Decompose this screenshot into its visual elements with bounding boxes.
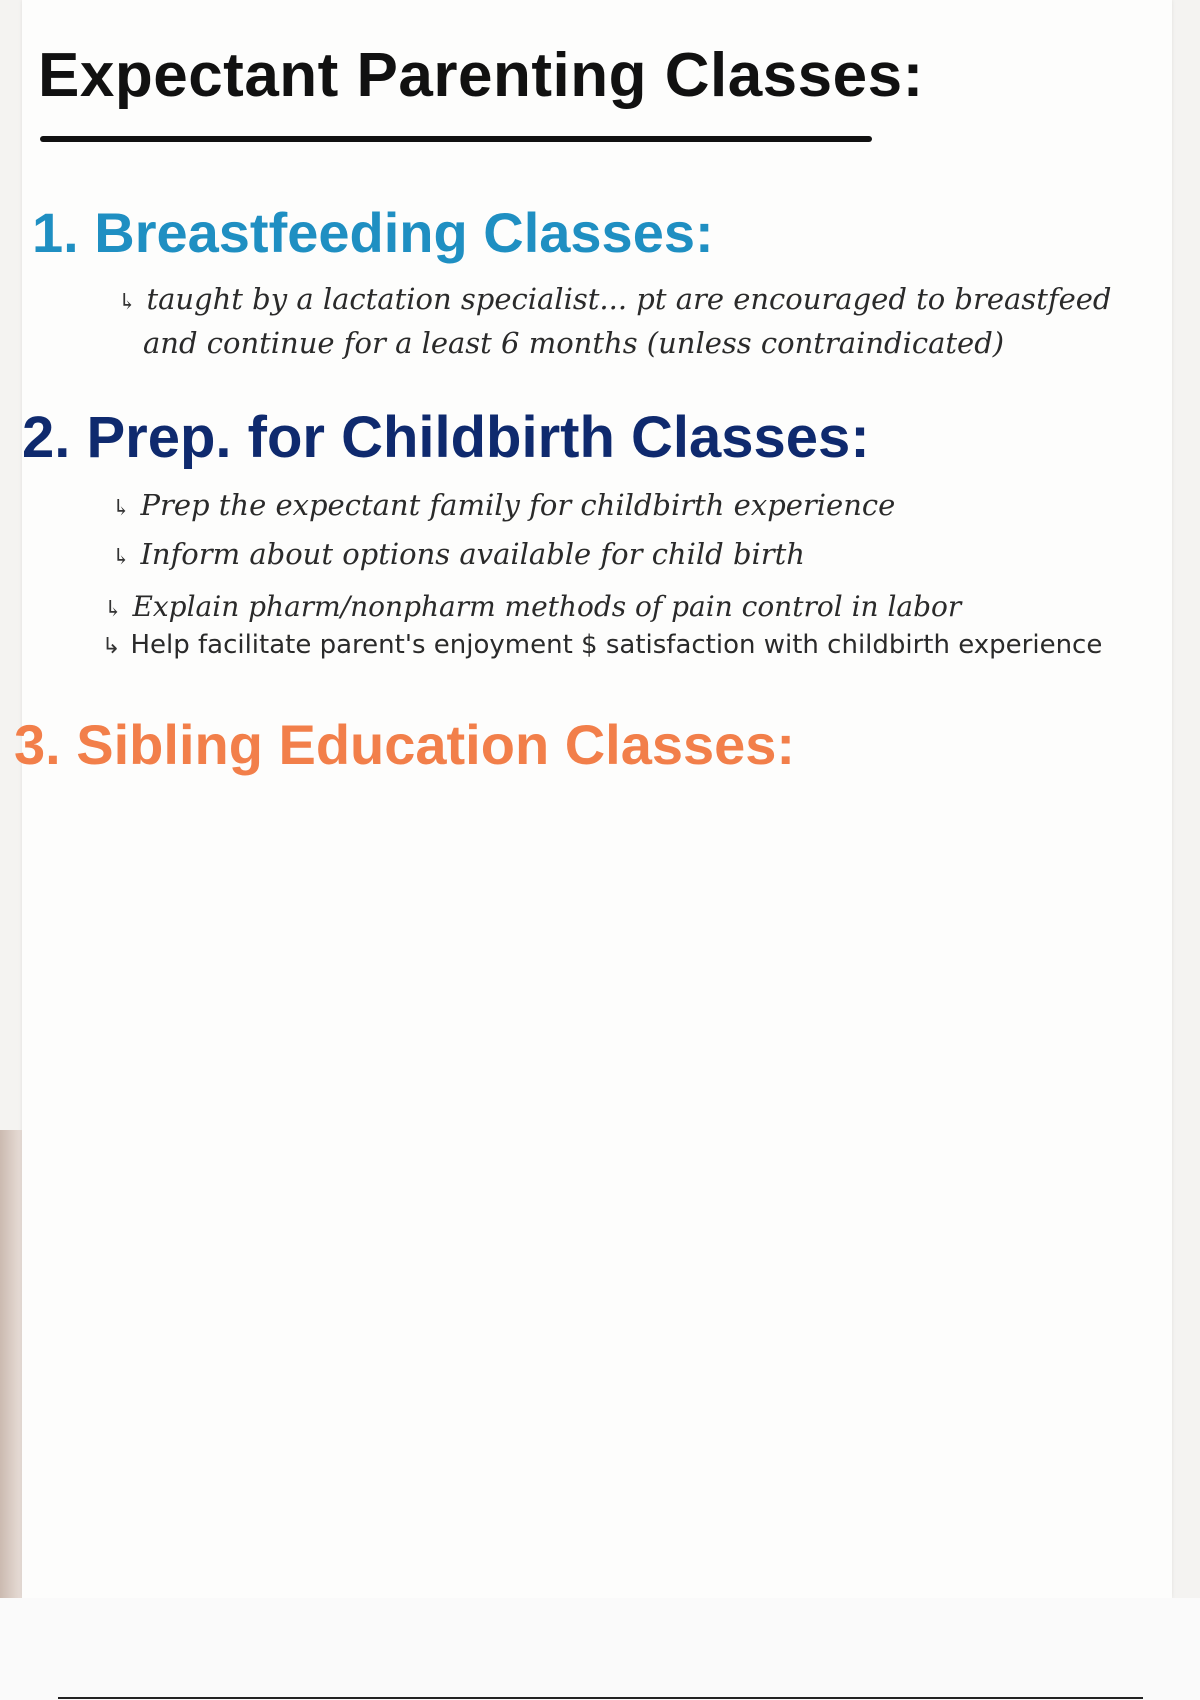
note-item-continuation (143, 326, 1004, 360)
bottom-divider (58, 1697, 1143, 1699)
note-text: and continue for a least 6 months (unless contraindicated) (143, 326, 1005, 360)
arrow-return-icon: ↳ (118, 290, 137, 315)
note-text: Inform about options available for child birth (140, 537, 805, 571)
note-item (112, 537, 805, 571)
note-text: Help facilitate parent's enjoyment $ satisfaction with childbirth experience (130, 630, 1103, 660)
note-item (112, 488, 895, 522)
note-item (118, 282, 1111, 316)
note-item (102, 630, 1102, 660)
arrow-return-icon: ↳ (112, 496, 131, 521)
page-title: Expectant Parenting Classes: (38, 41, 924, 110)
note-text: Prep the expectant family for childbirth experience (140, 488, 896, 522)
section-heading-sibling: 3. Sibling Education Classes: (14, 713, 796, 776)
title-underline (40, 136, 872, 142)
page-bottom-margin (0, 1598, 1200, 1700)
arrow-return-icon: ↳ (102, 634, 121, 659)
section-heading-breastfeeding: 1. Breastfeeding Classes: (32, 201, 714, 264)
arrow-return-icon: ↳ (104, 597, 123, 622)
section-heading-childbirth: 2. Prep. for Childbirth Classes: (22, 405, 870, 470)
table-edge (0, 1130, 22, 1600)
note-text: taught by a lactation specialist... pt are encouraged to breastfeed (146, 282, 1112, 316)
note-item (104, 590, 961, 623)
note-text: Explain pharm/nonpharm methods of pain control in labor (132, 590, 962, 623)
arrow-return-icon: ↳ (112, 545, 131, 570)
